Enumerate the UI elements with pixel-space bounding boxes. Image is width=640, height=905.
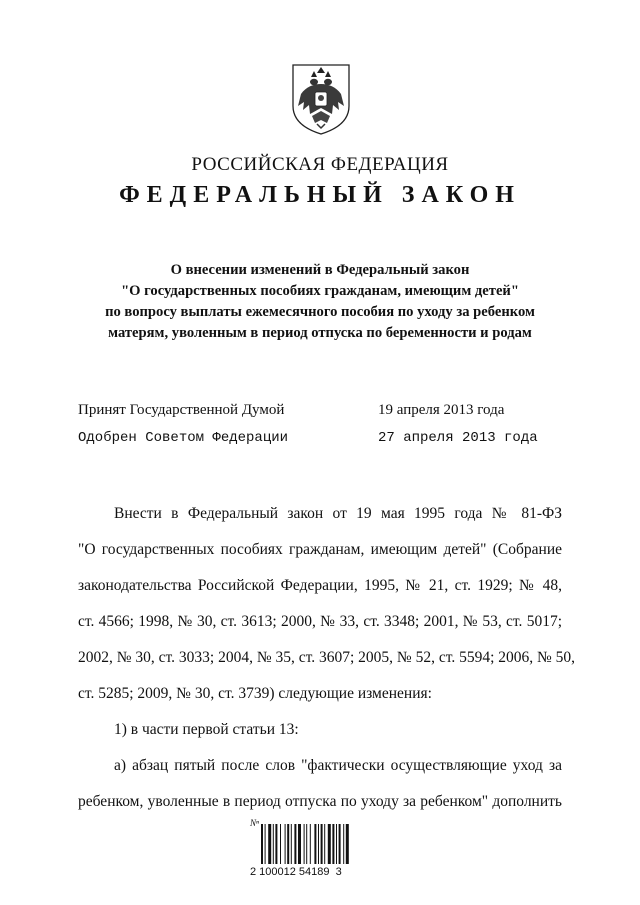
approved-label: Одобрен Советом Федерации: [78, 430, 289, 446]
document-type-heading: ФЕДЕРАЛЬНЫЙ ЗАКОН: [119, 182, 521, 208]
law-title-line: О внесении изменений в Федеральный закон: [170, 262, 470, 278]
barcode-digits: 2 100012 54189 3: [250, 866, 342, 878]
approved-date: 27 апреля 2013 года: [378, 430, 538, 446]
adopted-date: 19 апреля 2013 года: [378, 402, 505, 418]
body-line: ст. 4566; 1998, № 30, ст. 3613; 2000, № 33, ст. 3348; 2001, № 53, ст. 5017;: [78, 613, 562, 630]
law-title-line: матерям, уволенным в период отпуска по беременности и родам: [108, 325, 532, 341]
barcode: [250, 814, 400, 884]
body-line: "О государственных пособиях гражданам, имеющим детей" (Собрание: [78, 541, 562, 558]
body-line: ребенком, уволенные в период отпуска по уходу за ребенком" дополнить: [78, 793, 562, 810]
adopted-label: Принят Государственной Думой: [78, 402, 285, 418]
body-line: а) абзац пятый после слов "фактически осуществляющие уход за: [114, 757, 562, 774]
law-title-line: "О государственных пособиях гражданам, имеющим детей": [121, 283, 519, 299]
body-line: Внести в Федеральный закон от 19 мая 1995 года № 81-ФЗ: [114, 505, 562, 522]
law-title-line: по вопросу выплаты ежемесячного пособия по уходу за ребенком: [105, 304, 535, 320]
body-line: 1) в части первой статьи 13:: [114, 721, 299, 738]
body-line: законодательства Российской Федерации, 1995, № 21, ст. 1929; № 48,: [78, 577, 562, 594]
body-line: ст. 5285; 2009, № 30, ст. 3739) следующие изменения:: [78, 685, 432, 702]
law-title: [60, 260, 580, 344]
coat-of-arms-icon: [290, 62, 352, 136]
country-name: РОССИЙСКАЯ ФЕДЕРАЦИЯ: [191, 154, 449, 175]
barcode-mark: Nⁿ: [250, 818, 259, 828]
barcode-bars-icon: [261, 824, 381, 864]
law-body: [78, 496, 576, 820]
body-line: 2002, № 30, ст. 3033; 2004, № 35, ст. 3607; 2005, № 52, ст. 5594; 2006, № 50,: [78, 649, 576, 666]
